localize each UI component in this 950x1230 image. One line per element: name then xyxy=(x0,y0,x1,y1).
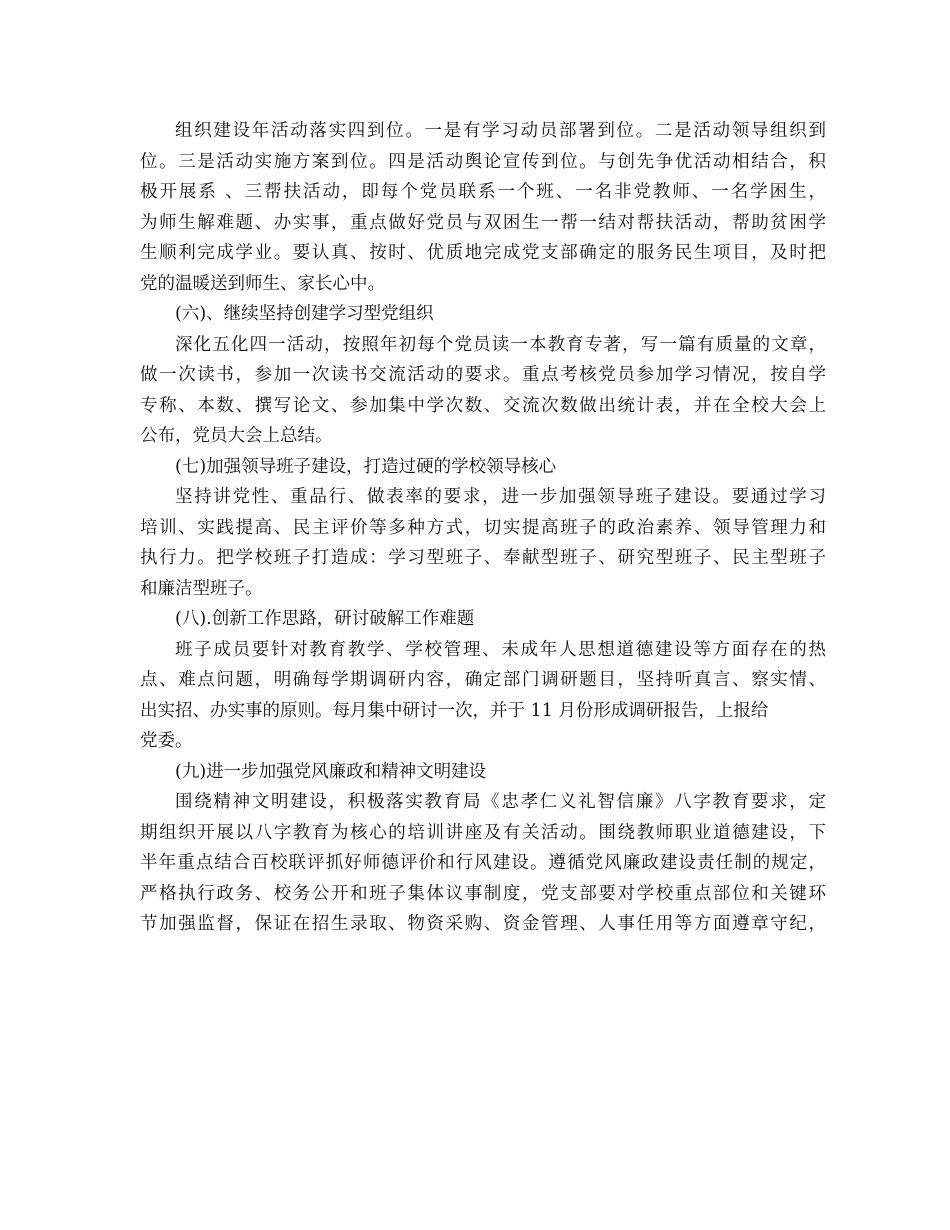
text-line: 坚持讲党性、重品行、做表率的要求，进一步加强领导班子建设。要通过学习 xyxy=(175,487,826,507)
text-line: 出实招、办实事的原则。每月集中研讨一次，并于 11 月份形成调研报告，上报给 xyxy=(140,700,769,721)
body-paragraph xyxy=(140,116,826,299)
section-heading xyxy=(140,757,826,788)
text-line: 位。三是活动实施方案到位。四是活动舆论宣传到位。与创先争优活动相结合，积 xyxy=(140,151,826,172)
text-line: 党委。 xyxy=(140,731,193,751)
heading-line: (八).创新工作思路，研讨破解工作难题 xyxy=(175,609,475,629)
heading-line: (七)加强领导班子建设，打造过硬的学校领导核心 xyxy=(175,456,557,477)
text-line: 组织建设年活动落实四到位。一是有学习动员部署到位。二是活动领导组织到 xyxy=(175,121,826,141)
text-line: 点、难点问题，明确每学期调研内容，确定部门调研题目，坚持听真言、察实情、 xyxy=(140,670,826,690)
text-line: 围绕精神文明建设，积极落实教育局《忠孝仁义礼智信廉》八字教育要求，定 xyxy=(175,792,826,812)
body-paragraph xyxy=(140,635,826,757)
text-line: 专称、本数、撰写论文、参加集中学次数、交流次数做出统计表，并在全校大会上 xyxy=(140,395,826,416)
text-line: 和廉洁型班子。 xyxy=(140,578,263,599)
text-line: 期组织开展以八字教育为核心的培训讲座及有关活动。围绕教师职业道德建设，下 xyxy=(140,822,826,843)
text-line: 极开展系 、三帮扶活动，即每个党员联系一个班、一名非党教师、一名学困生， xyxy=(140,182,826,202)
text-line: 培训、实践提高、民主评价等多种方式，切实提高班子的政治素养、领导管理力和 xyxy=(140,517,826,538)
body-paragraph xyxy=(140,330,826,452)
text-line: 执行力。把学校班子打造成：学习型班子、奉献型班子、研究型班子、民主型班子 xyxy=(140,548,826,568)
text-line: 做一次读书，参加一次读书交流活动的要求。重点考核党员参加学习情况，按自学 xyxy=(140,365,826,385)
text-line: 半年重点结合百校联评抓好师德评价和行风建设。遵循党风廉政建设责任制的规定， xyxy=(140,853,826,873)
text-line: 班子成员要针对教育教学、学校管理、未成年人思想道德建设等方面存在的热 xyxy=(175,639,826,660)
body-paragraph xyxy=(140,787,826,940)
text-line: 为师生解难题、办实事，重点做好党员与双困生一帮一结对帮扶活动，帮助贫困学 xyxy=(140,212,826,233)
text-line: 生顺利完成学业。要认真、按时、优质地完成党支部确定的服务民生项目，及时把 xyxy=(140,243,826,263)
heading-line: (六)、继续坚持创建学习型党组织 xyxy=(175,304,434,324)
section-heading xyxy=(140,299,826,330)
section-heading xyxy=(140,452,826,483)
body-paragraph xyxy=(140,482,826,604)
text-line: 深化五化四一活动，按照年初每个党员读一本教育专著，写一篇有质量的文章， xyxy=(175,334,826,355)
text-line: 严格执行政务、校务公开和班子集体议事制度，党支部要对学校重点部位和关键环 xyxy=(140,883,826,904)
section-heading xyxy=(140,604,826,635)
document-body xyxy=(140,116,826,940)
text-line: 公布，党员大会上总结。 xyxy=(140,426,333,446)
text-line: 党的温暖送到师生、家长心中。 xyxy=(140,273,385,294)
heading-line: (九)进一步加强党风廉政和精神文明建设 xyxy=(175,761,487,782)
text-line: 节加强监督，保证在招生录取、物资采购、资金管理、人事任用等方面遵章守纪， xyxy=(140,914,826,934)
